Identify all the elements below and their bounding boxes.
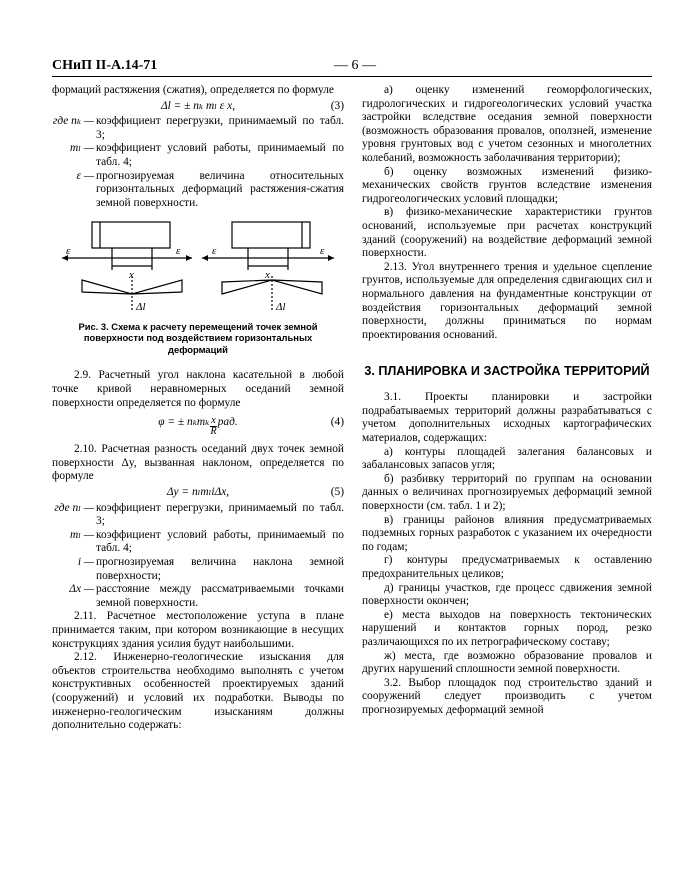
formula-4-left: φ = ± nₖmₖ [158,416,210,429]
formula-4 [52,410,344,443]
document-code: СНиП II-А.14-71 [52,58,158,73]
definition-text: прогнозируемая величина наклона земной поверхности; [96,555,344,582]
header-rule [52,76,652,77]
figure-3 [52,214,344,355]
section-title: 3. ПЛАНИРОВКА И ЗАСТРОЙКА ТЕРРИТОРИЙ [364,364,650,379]
paragraph-item-a: а) оценку изменений геоморфологических, гидрологических и гидрогеологических условий участка застройки вследствие оседания земной поверхности (возможность образования провалов, оползней, изменение уровня грунтовых вод с учетом сезонных и многолетних колебаний, возможность заболачивания территории); [362,84,652,164]
definition-text: коэффициент перегрузки, принимаемый по табл. 3; [96,501,344,528]
list-item: а) контуры площадей залегания балансовых и забалансовых запасов угля; [362,445,652,472]
paragraph-2-13: 2.13. Угол внутреннего трения и удельное сцепление грунтов, используемые для определения сдвигающих сил и нормального давления на фундаментные конструкции от воздействия горизонтальных деформаций земной поверхности, должны приниматься по нормам проектирования оснований. [362,260,652,341]
diagram-left [62,222,192,312]
eps-label: ε [176,245,181,258]
definition-symbol: Δx — [69,583,94,596]
left-column [52,84,344,733]
list-item: е) места выходов на поверхность тектонических нарушений и контактов горных пород, резко различающихся по их петрографическому составу; [362,608,652,648]
definitions-5 [52,502,344,611]
paragraph-2-10: 2.10. Расчетная разность оседаний двух точек земной поверхности Δy, вызванная наклоном, определяется по формуле [52,443,344,483]
formula-3-expression: Δl = ± nₖ mₗ ε x, [160,99,236,112]
figure-3-caption: Рис. 3. Схема к расчету перемещений точек земной поверхности под воздействием горизонтальных деформаций [78,320,318,355]
eps-label: ε [320,245,325,258]
list-item: б) разбивку территорий по группам на основании данных о величинах прогнозируемых деформаций земной поверхности (см. табл. 1 и 2); [362,472,652,513]
eps-label: ε [66,245,71,258]
page-number: — 6 — [334,58,376,73]
paragraph-item-b: б) оценку возможных изменений физико-механических свойств грунтов вследствие изменения гидрогеологических условий площадки; [362,165,652,205]
definition-text: коэффициент условий работы, принимаемый по табл. 4; [96,142,344,168]
paragraph-2-12: 2.12. Инженерно-геологические изыскания для объектов строительства необходимо выполнять с учетом конструктивных особенностей проектируемых зданий (сооружений) и условий их подработки. Выводы по инженерно-геологическим изысканиям должны дополнительно содержать: [52,651,344,732]
formula-4-right: рад. [217,416,238,429]
delta-l-label: Δl [136,301,146,314]
formula-4-fraction-numerator: x [211,415,216,427]
x-label: x [129,269,134,282]
list-item: в) границы районов влияния предусматриваемых подземных горных разработок с указанием их очередности по годам; [362,513,652,553]
paragraph-2-9: 2.9. Расчетный угол наклона касательной в любой точке кривой неравномерных оседаний земной поверхности определяется по формуле [52,369,344,409]
x-label: x [265,269,270,282]
figure-3-diagram [52,214,344,316]
paragraph-intro: формаций растяжения (сжатия), определяется по формуле [52,84,334,96]
definition-text: расстояние между рассматриваемыми точками земной поверхности. [96,583,344,609]
formula-5-expression: Δy = nₗmₗiΔx, [166,486,230,498]
definition-symbol: i — [77,555,94,568]
eps-label: ε [212,245,217,258]
definition-symbol: mₗ — [70,142,94,155]
definitions-3 [52,115,344,210]
paragraph-3-2: 3.2. Выбор площадок под строительство зданий и сооружений следует производить с учетом прогнозируемых деформаций земной [362,676,652,716]
delta-l-label: Δl [276,301,286,314]
formula-5 [52,484,344,502]
list-item: ж) места, где возможно образование провалов и других нарушений сплошности земной поверхности. [362,649,652,676]
definition-text: коэффициент условий работы, принимаемый по табл. 4; [96,528,344,555]
definition-symbol: где nₖ — [52,115,94,128]
formula-3-number: (3) [330,99,344,112]
list-item: г) контуры предусматриваемых к оставлению предохранительных целиков; [362,554,652,580]
right-column [362,84,652,718]
definition-text: коэффициент перегрузки, принимаемый по табл. 3; [96,115,344,141]
definition-text: прогнозируемая величина относительных горизонтальных деформаций растяжения-сжатия земной поверхности. [96,169,344,209]
paragraph-3-1: 3.1. Проекты планировки и застройки подрабатываемых территорий должны разрабатываться с учетом дополнительных исходных картографических материалов, содержащих: [362,391,652,445]
formula-3 [52,98,344,116]
definition-symbol: где nₗ — [54,501,94,514]
paragraph-item-v: в) физико-механические характеристики грунтов оснований, используемые при расчетах конструкций зданий (сооружений) на воздействие деформаций земной поверхности. [362,206,652,260]
page-header [52,58,652,76]
diagram-right [202,222,334,312]
formula-5-number: (5) [330,486,344,498]
list-item: д) границы участков, где процесс сдвижения земной поверхности окончен; [362,581,652,608]
formula-4-fraction-denominator: R [210,426,217,438]
definition-symbol: mₗ — [70,528,94,541]
paragraph-2-11: 2.11. Расчетное местоположение уступа в плане принимается таким, при котором возникающие в несущих конструкциях здания усилия будут наибольшими. [52,610,344,650]
definition-symbol: ε — [76,169,94,182]
formula-4-fraction [210,416,216,437]
formula-4-number: (4) [330,416,344,429]
